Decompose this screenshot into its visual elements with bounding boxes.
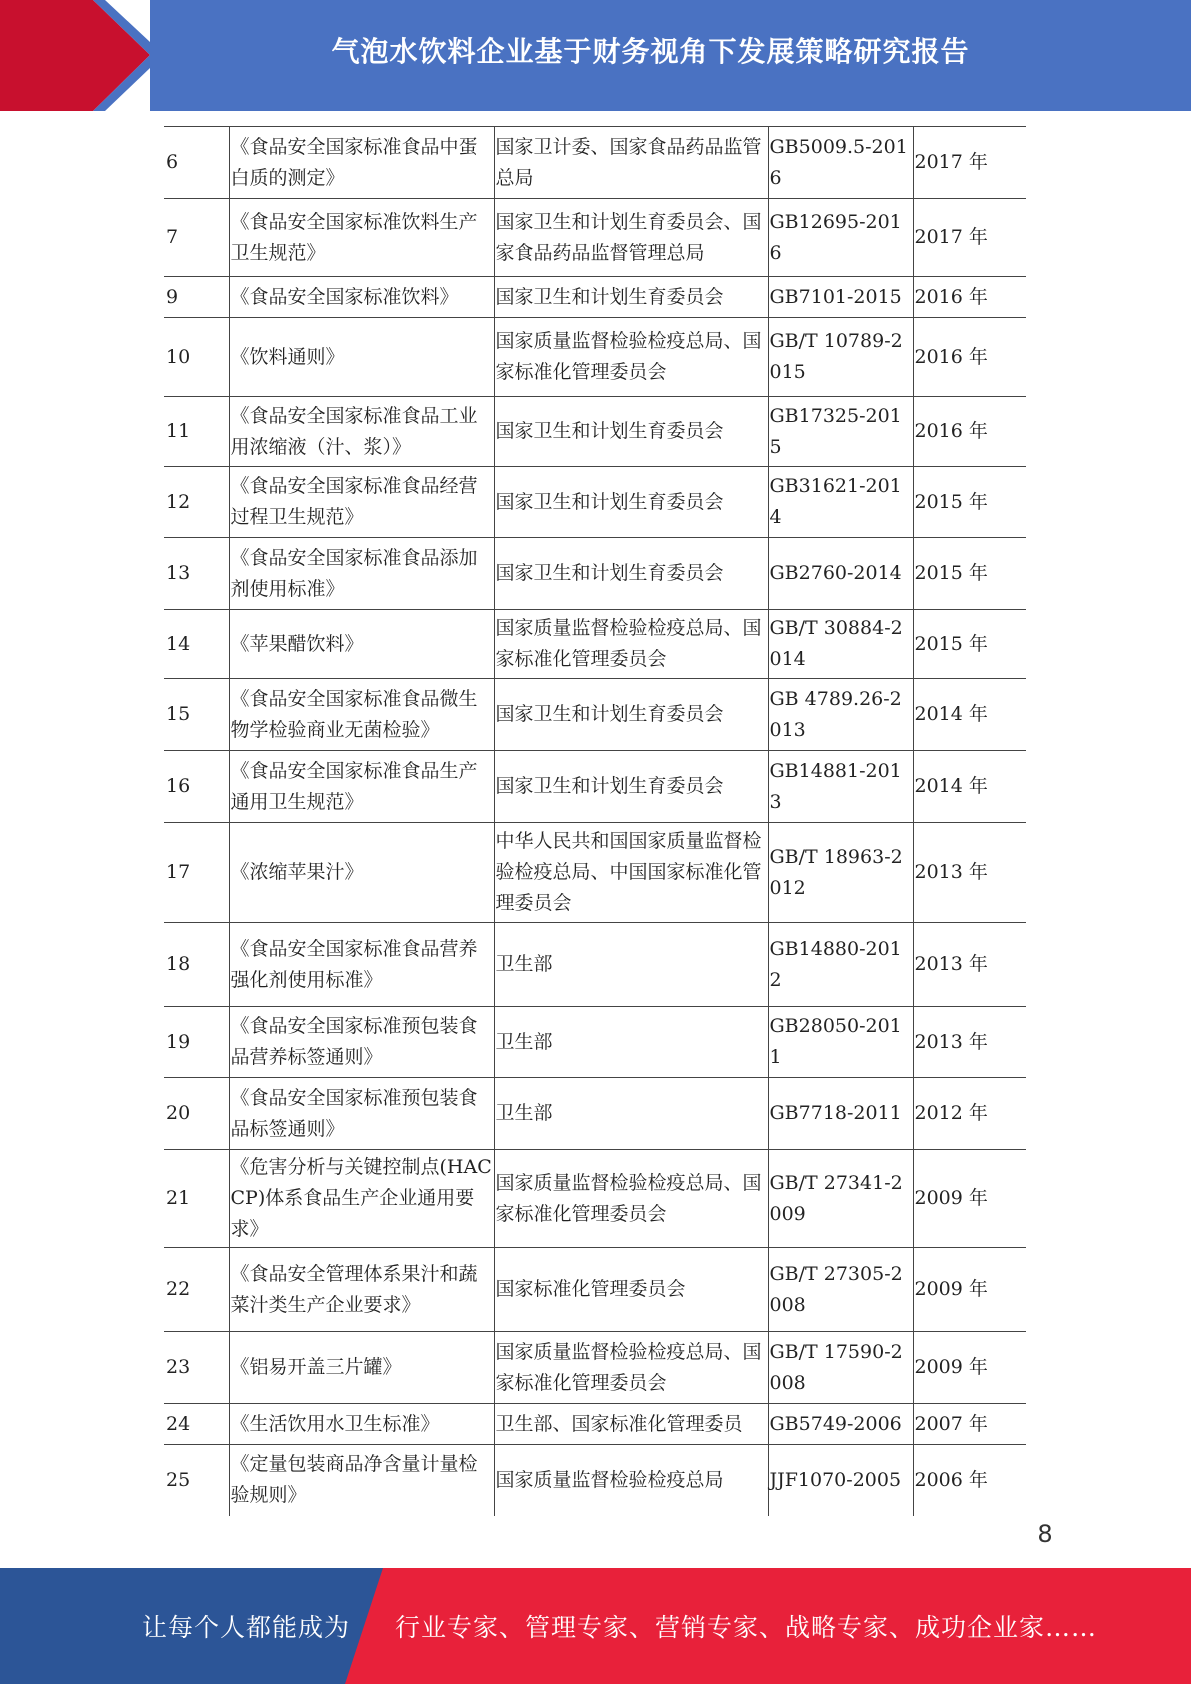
standard-code: GB7101-2015 <box>768 277 913 318</box>
table-row <box>164 199 1026 277</box>
row-number: 13 <box>164 538 229 610</box>
standard-code: GB14880-2012 <box>768 923 913 1007</box>
row-number: 18 <box>164 923 229 1007</box>
table-row <box>164 1150 1026 1248</box>
standard-code: GB2760-2014 <box>768 538 913 610</box>
standard-name: 《食品安全国家标准预包装食品营养标签通则》 <box>229 1007 494 1078</box>
issuing-department: 国家卫生和计划生育委员会 <box>494 397 768 467</box>
standard-name: 《食品安全国家标准食品添加剂使用标准》 <box>229 538 494 610</box>
effective-year: 2015 年 <box>913 610 1026 679</box>
effective-year: 2017 年 <box>913 127 1026 199</box>
standard-code: GB17325-2015 <box>768 397 913 467</box>
table-row <box>164 923 1026 1007</box>
table-row <box>164 397 1026 467</box>
standard-name: 《苹果醋饮料》 <box>229 610 494 679</box>
issuing-department: 国家卫生和计划生育委员会 <box>494 679 768 751</box>
standard-name: 《饮料通则》 <box>229 318 494 397</box>
effective-year: 2017 年 <box>913 199 1026 277</box>
footer-banner <box>0 1568 1191 1684</box>
issuing-department: 国家质量监督检验检疫总局、国家标准化管理委员会 <box>494 610 768 679</box>
row-number: 9 <box>164 277 229 318</box>
standard-name: 《食品安全国家标准食品经营过程卫生规范》 <box>229 467 494 538</box>
footer-slogan-left: 让每个人都能成为 <box>142 1613 351 1642</box>
row-number: 17 <box>164 823 229 923</box>
row-number: 22 <box>164 1248 229 1332</box>
issuing-department: 国家卫生和计划生育委员会 <box>494 538 768 610</box>
issuing-department: 国家卫生和计划生育委员会、国家食品药品监督管理总局 <box>494 199 768 277</box>
effective-year: 2009 年 <box>913 1332 1026 1404</box>
effective-year: 2009 年 <box>913 1248 1026 1332</box>
table-row <box>164 1332 1026 1404</box>
table-row <box>164 751 1026 823</box>
standard-name: 《食品安全国家标准饮料》 <box>229 277 494 318</box>
standard-code: GB/T 18963-2012 <box>768 823 913 923</box>
table-row <box>164 1404 1026 1445</box>
issuing-department: 国家标准化管理委员会 <box>494 1248 768 1332</box>
table-row <box>164 1445 1026 1516</box>
issuing-department: 国家质量监督检验检疫总局 <box>494 1445 768 1516</box>
row-number: 21 <box>164 1150 229 1248</box>
table-row <box>164 823 1026 923</box>
issuing-department: 国家质量监督检验检疫总局、国家标准化管理委员会 <box>494 1332 768 1404</box>
standard-name: 《铝易开盖三片罐》 <box>229 1332 494 1404</box>
issuing-department: 卫生部、国家标准化管理委员 <box>494 1404 768 1445</box>
standard-code: GB5749-2006 <box>768 1404 913 1445</box>
standard-code: GB28050-2011 <box>768 1007 913 1078</box>
standard-code: GB 4789.26-2013 <box>768 679 913 751</box>
standard-name: 《危害分析与关键控制点(HACCP)体系食品生产企业通用要求》 <box>229 1150 494 1248</box>
table-row <box>164 1078 1026 1150</box>
effective-year: 2015 年 <box>913 467 1026 538</box>
effective-year: 2016 年 <box>913 397 1026 467</box>
effective-year: 2013 年 <box>913 923 1026 1007</box>
issuing-department: 卫生部 <box>494 1007 768 1078</box>
standard-code: GB31621-2014 <box>768 467 913 538</box>
standard-code: GB/T 30884-2014 <box>768 610 913 679</box>
row-number: 23 <box>164 1332 229 1404</box>
standard-name: 《食品安全国家标准食品工业用浓缩液（汁、浆）》 <box>229 397 494 467</box>
row-number: 7 <box>164 199 229 277</box>
issuing-department: 国家卫生和计划生育委员会 <box>494 277 768 318</box>
standard-name: 《定量包装商品净含量计量检验规则》 <box>229 1445 494 1516</box>
row-number: 24 <box>164 1404 229 1445</box>
effective-year: 2009 年 <box>913 1150 1026 1248</box>
standard-name: 《食品安全国家标准预包装食品标签通则》 <box>229 1078 494 1150</box>
standard-code: GB/T 10789-2015 <box>768 318 913 397</box>
standard-name: 《食品安全国家标准食品营养强化剂使用标准》 <box>229 923 494 1007</box>
row-number: 11 <box>164 397 229 467</box>
issuing-department: 国家卫生和计划生育委员会 <box>494 467 768 538</box>
row-number: 19 <box>164 1007 229 1078</box>
effective-year: 2015 年 <box>913 538 1026 610</box>
effective-year: 2006 年 <box>913 1445 1026 1516</box>
standard-code: GB/T 27305-2008 <box>768 1248 913 1332</box>
standard-code: GB14881-2013 <box>768 751 913 823</box>
header-arrow-decoration <box>0 0 150 111</box>
row-number: 25 <box>166 1468 191 1491</box>
standard-name: 《食品安全国家标准食品中蛋白质的测定》 <box>229 127 494 199</box>
issuing-department: 国家质量监督检验检疫总局、国家标准化管理委员会 <box>494 318 768 397</box>
issuing-department: 卫生部 <box>494 923 768 1007</box>
standard-code: GB12695-2016 <box>768 199 913 277</box>
effective-year: 2016 年 <box>913 277 1026 318</box>
table-row <box>164 679 1026 751</box>
issuing-department: 卫生部 <box>494 1078 768 1150</box>
row-number: 6 <box>164 127 229 199</box>
standard-code: GB7718-2011 <box>768 1078 913 1150</box>
row-number: 15 <box>164 679 229 751</box>
footer-slogan-right: 行业专家、管理专家、营销专家、战略专家、成功企业家…… <box>395 1613 1098 1642</box>
standard-name: 《食品安全管理体系果汁和蔬菜汁类生产企业要求》 <box>229 1248 494 1332</box>
table-row <box>164 610 1026 679</box>
row-number: 20 <box>164 1078 229 1150</box>
standard-name: 《生活饮用水卫生标准》 <box>229 1404 494 1445</box>
standards-table <box>164 126 1026 1516</box>
standard-code: GB/T 17590-2008 <box>768 1332 913 1404</box>
effective-year: 2014 年 <box>913 751 1026 823</box>
effective-year: 2012 年 <box>913 1078 1026 1150</box>
row-number: 10 <box>164 318 229 397</box>
issuing-department: 国家卫计委、国家食品药品监管总局 <box>494 127 768 199</box>
table-row <box>164 538 1026 610</box>
standard-name: 《食品安全国家标准食品生产通用卫生规范》 <box>229 751 494 823</box>
table-row <box>164 1248 1026 1332</box>
header-banner <box>0 0 1191 111</box>
standards-table-wrapper <box>164 126 1026 1516</box>
effective-year: 2013 年 <box>913 823 1026 923</box>
row-number: 16 <box>164 751 229 823</box>
issuing-department: 国家卫生和计划生育委员会 <box>494 751 768 823</box>
table-row <box>164 127 1026 199</box>
row-number: 12 <box>164 467 229 538</box>
table-row <box>164 318 1026 397</box>
row-number: 14 <box>164 610 229 679</box>
issuing-department: 中华人民共和国国家质量监督检验检疫总局、中国国家标准化管理委员会 <box>494 823 768 923</box>
standard-name: 《食品安全国家标准饮料生产卫生规范》 <box>229 199 494 277</box>
standard-name: 《食品安全国家标准食品微生物学检验商业无菌检验》 <box>229 679 494 751</box>
table-row <box>164 277 1026 318</box>
standard-code: JJF1070-2005 <box>768 1445 913 1516</box>
table-row <box>164 1007 1026 1078</box>
standard-name: 《浓缩苹果汁》 <box>229 823 494 923</box>
standard-code: GB5009.5-2016 <box>768 127 913 199</box>
effective-year: 2007 年 <box>913 1404 1026 1445</box>
issuing-department: 国家质量监督检验检疫总局、国家标准化管理委员会 <box>494 1150 768 1248</box>
page-number: 8 <box>1037 1520 1053 1548</box>
effective-year: 2014 年 <box>913 679 1026 751</box>
effective-year: 2016 年 <box>913 318 1026 397</box>
header-title: 气泡水饮料企业基于财务视角下发展策略研究报告 <box>331 35 970 68</box>
standard-code: GB/T 27341-2009 <box>768 1150 913 1248</box>
effective-year: 2013 年 <box>913 1007 1026 1078</box>
table-row <box>164 467 1026 538</box>
